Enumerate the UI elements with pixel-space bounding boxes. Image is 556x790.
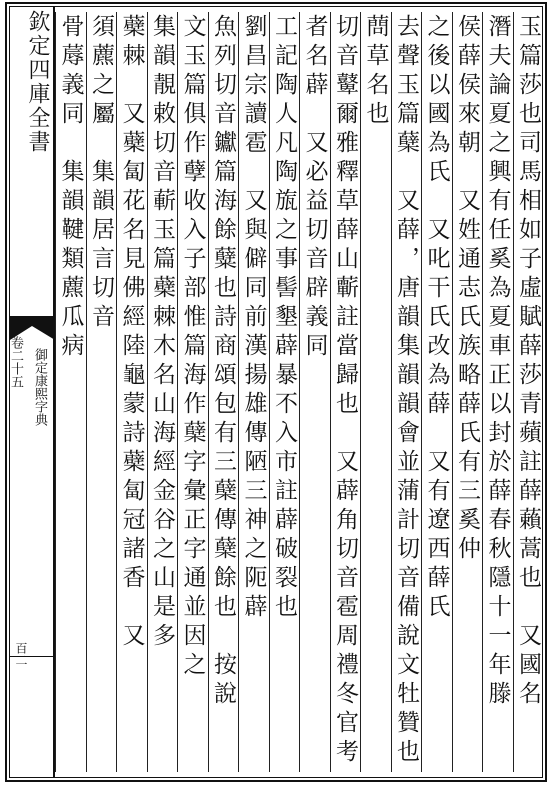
text-column: 潛夫論夏之興有任奚為夏車正以封於薛春秋隱十一年滕 bbox=[482, 12, 513, 772]
text-column: 文玉篇俱作孽收入子部惟篇海作蘖字彙正字通並因之 bbox=[177, 12, 208, 772]
text-column: 之後以國為氏 又叱干氏改為薛 又有遼西薛氏 bbox=[421, 12, 452, 772]
text-column: 工記陶人凡陶旊之事髻墾薜暴不入市註薜破裂也 bbox=[269, 12, 300, 772]
text-column: 魚列切音钀篇海餘糵也詩商頌包有三蘖傳蘖餘也 按說 bbox=[208, 12, 239, 772]
text-column: 切音鼙爾雅釋草薛山蘄註當歸也 又薜角切音雹周禮冬官考 bbox=[330, 12, 361, 772]
text-column: 骨蓐義同 集韻鞬類藨瓜病 bbox=[55, 12, 86, 772]
leaf-number: 百二 bbox=[14, 642, 28, 666]
text-column: 蘗棘 又蘗匐花名見佛經陸龜蒙詩蘗匐冠諸香 又 bbox=[116, 12, 147, 772]
text-column: 集韻靚敕切音蔪玉篇蘗棘木名山海經金谷之山是多 bbox=[147, 12, 178, 772]
book-series-title: 欽定四庫全書 bbox=[25, 10, 50, 154]
text-column: 劉昌宗讀雹 又與僻同前漢揚雄傳陋三神之阨薜 bbox=[238, 12, 269, 772]
text-column: 去聲玉篇蘖 又薛，唐韻集韻韻會並蒲計切音備說文牡贊也 bbox=[391, 12, 422, 772]
volume-label: 卷二十五 bbox=[8, 336, 23, 388]
text-column: 者名薜 又必益切音辟義同 bbox=[299, 12, 330, 772]
text-columns bbox=[55, 6, 543, 778]
book-name: 御定康熙字典 bbox=[32, 348, 47, 426]
text-column: 玉篇莎也司馬相如子虛賦薛莎青蘋註薛藾蒿也 又國名 bbox=[513, 12, 544, 772]
text-column: 侯薛侯來朝 又姓通志氏族略薛氏有三奚仲 bbox=[452, 12, 483, 772]
text-column: 須藨之屬 集韻居言切音 bbox=[86, 12, 117, 772]
text-column: 蔄草名也 bbox=[360, 12, 391, 772]
